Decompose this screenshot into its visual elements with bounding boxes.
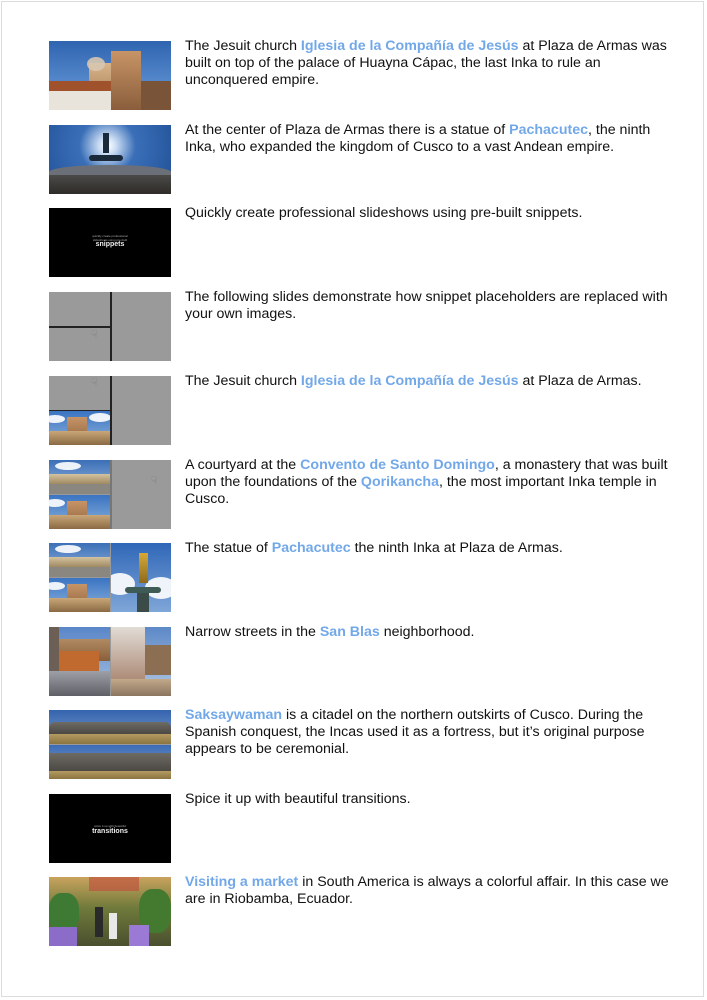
thumbnail-placeholder-one-image[interactable] xyxy=(49,376,171,445)
caption-text: at Plaza de Armas. xyxy=(518,373,642,389)
thumbnail-title-slide-transitions[interactable] xyxy=(49,794,171,863)
slide-row xyxy=(49,457,669,530)
slide-row xyxy=(49,205,669,278)
thumbnail-saksaywaman-walls[interactable] xyxy=(49,710,171,779)
caption-text: At the center of Plaza de Armas there is a statue of xyxy=(185,122,510,138)
caption-text: is a citadel on the northern outskirts of Cusco. During the Spanish conquest, the Incas used it as a fortress, but it’s original purpose appears to be ceremonial. xyxy=(185,707,645,758)
caption-text: , the most important Inka temple in Cusco. xyxy=(185,474,657,508)
thumbnail-placeholder-layout[interactable] xyxy=(49,292,171,361)
highlight-link[interactable]: Iglesia de la Compañía de Jesús xyxy=(300,38,519,54)
caption-text: Quickly create professional slideshows using pre-built snippets. xyxy=(185,205,583,221)
thumb-subtitle: slideshows using pre-built xyxy=(92,238,128,242)
highlight-link[interactable]: Iglesia de la Compañía de Jesús xyxy=(300,373,519,389)
caption-text: , the ninth Inka, who expanded the kingdom of Cusco to a vast Andean empire. xyxy=(185,122,651,156)
slide-caption xyxy=(185,122,675,156)
slide-row xyxy=(49,540,669,613)
slide-caption xyxy=(185,457,675,509)
slide-row xyxy=(49,38,669,111)
slide-row xyxy=(49,707,669,780)
caption-text: A courtyard at the xyxy=(185,457,301,473)
hand-pointer-icon: ☟ xyxy=(91,376,98,389)
thumbnail-three-images-statue[interactable] xyxy=(49,543,171,612)
caption-text: , a monastery that was built upon the foundations of the xyxy=(185,457,668,491)
highlight-link[interactable]: Qorikancha xyxy=(360,474,439,491)
slide-caption xyxy=(185,874,675,908)
caption-text: Narrow streets in the xyxy=(185,624,320,640)
caption-text: The statue of xyxy=(185,540,272,556)
thumbnail-fountain-statue-photo[interactable] xyxy=(49,125,171,194)
slide-row xyxy=(49,289,669,362)
caption-text: Spice it up with beautiful transitions. xyxy=(185,791,411,807)
hand-pointer-icon: ☟ xyxy=(151,474,158,487)
thumbnail-placeholder-two-images[interactable] xyxy=(49,460,171,529)
caption-text: The Jesuit church xyxy=(185,38,301,54)
document-page xyxy=(1,1,704,997)
caption-text: at Plaza de Armas was built on top of the palace of Huayna Cápac, the last Inka to rule an unconquered empire. xyxy=(185,38,667,89)
highlight-link[interactable]: Visiting a market xyxy=(185,874,299,890)
caption-text: The Jesuit church xyxy=(185,373,301,389)
slide-caption xyxy=(185,38,675,90)
slide-row xyxy=(49,624,669,697)
slide-row xyxy=(49,874,669,947)
slide-caption xyxy=(185,373,675,390)
slide-row xyxy=(49,791,669,864)
caption-text: The following slides demonstrate how snippet placeholders are replaced with your own images. xyxy=(185,289,668,323)
slide-caption xyxy=(185,791,675,808)
highlight-link[interactable]: Convento de Santo Domingo xyxy=(300,457,495,473)
caption-text: in South America is always a colorful affair. In this case we are in Riobamba, Ecuador. xyxy=(185,874,669,908)
slide-caption xyxy=(185,289,675,323)
slide-caption xyxy=(185,540,675,557)
caption-text: the ninth Inka at Plaza de Armas. xyxy=(350,540,563,556)
thumbnail-san-blas-streets[interactable] xyxy=(49,627,171,696)
caption-text: neighborhood. xyxy=(379,624,475,640)
slide-row xyxy=(49,122,669,195)
thumb-title: transitions xyxy=(92,828,128,835)
slide-caption xyxy=(185,205,675,222)
thumb-title: snippets xyxy=(95,241,125,248)
thumb-subtitle: spice it up with beautiful xyxy=(94,824,126,828)
highlight-link[interactable]: Pachacutec xyxy=(271,540,351,556)
thumbnail-church-photo[interactable] xyxy=(49,41,171,110)
hand-pointer-icon: ☟ xyxy=(91,328,98,341)
slide-caption xyxy=(185,624,675,641)
slide-row xyxy=(49,373,669,446)
thumb-subtitle: quickly create professional xyxy=(92,234,128,238)
thumbnail-market-photo[interactable] xyxy=(49,877,171,946)
thumbnail-title-slide-snippets[interactable] xyxy=(49,208,171,277)
highlight-link[interactable]: Pachacutec xyxy=(509,122,588,138)
highlight-link[interactable]: Saksaywaman xyxy=(185,707,283,723)
highlight-link[interactable]: San Blas xyxy=(319,624,380,640)
slide-caption xyxy=(185,707,675,759)
